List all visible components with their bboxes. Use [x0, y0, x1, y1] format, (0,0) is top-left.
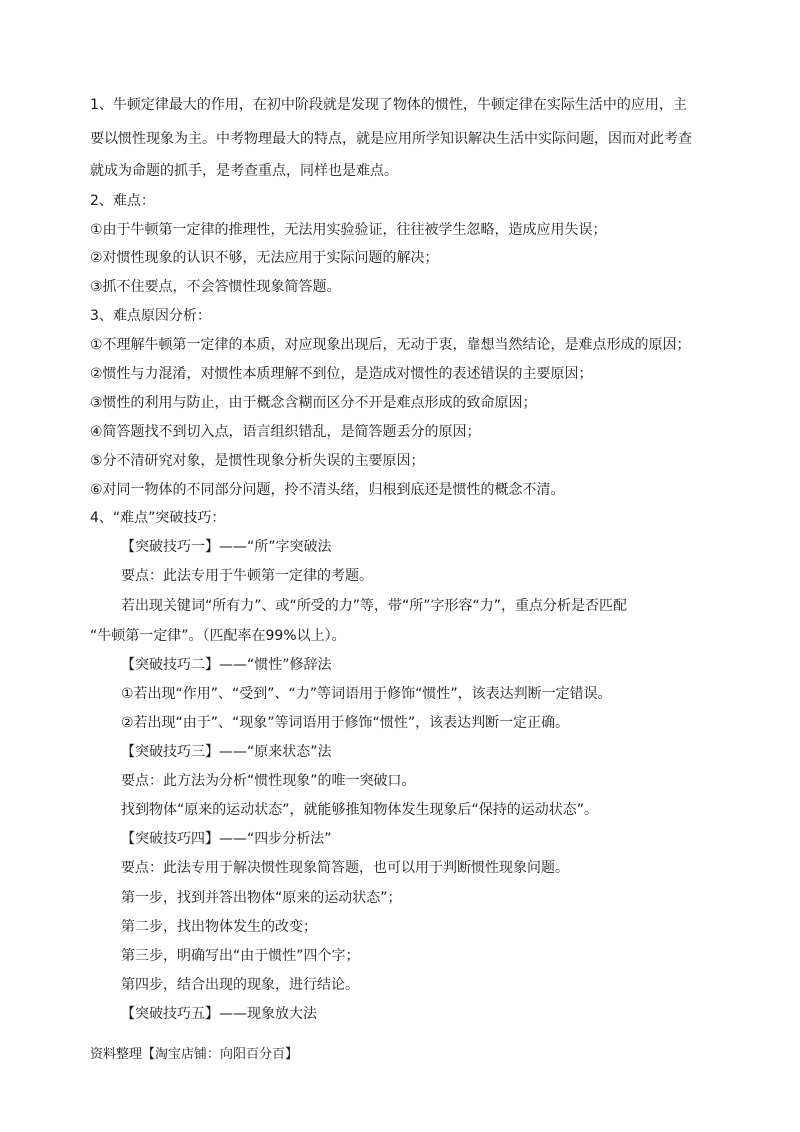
- tip3-detail: 找到物体“原来的运动状态”，就能够推知物体发生现象后“保持的运动状态”。: [121, 802, 599, 818]
- intro-paragraph-line-2: 要以惯性现象为主。中考物理最大的特点，就是应用所学知识解决生活中实际问题，因而对此考查: [90, 131, 692, 147]
- tip1-detail-line-2: “牛顿第一定律”。（匹配率在99%以上）。: [90, 628, 346, 644]
- tip2-title: 【突破技巧二】——“惯性”修辞法: [121, 657, 332, 673]
- intro-paragraph-line-1: 1、牛顿定律最大的作用，在初中阶段就是发现了物体的惯性，牛顿定律在实际生活中的应用，主: [90, 97, 687, 113]
- breakthrough-heading: 4、“难点”突破技巧：: [90, 510, 226, 526]
- difficulty-item-1: ①由于牛顿第一定律的推理性，无法用实验验证，往往被学生忽略，造成应用失误；: [90, 222, 607, 238]
- tip1-point: 要点：此法专用于牛顿第一定律的考题。: [121, 568, 373, 584]
- intro-paragraph-line-3: 就成为命题的抓手，是考查重点，同样也是难点。: [90, 163, 398, 179]
- cause-item-6: ⑥对同一物体的不同部分问题，拎不清头绪，归根到底还是惯性的概念不清。: [90, 482, 565, 498]
- tip1-detail-line-1: 若出现关键词“所有力”、或“所受的力”等，带“所”字形容“力”，重点分析是否匹配: [121, 598, 628, 614]
- cause-item-3: ③惯性的利用与防止，由于概念含糊而区分不开是难点形成的致命原因；: [90, 395, 537, 411]
- tip4-step-2: 第二步，找出物体发生的改变；: [121, 919, 317, 935]
- tip5-title: 【突破技巧五】——现象放大法: [121, 1006, 317, 1022]
- tip1-title: 【突破技巧一】——“所”字突破法: [121, 539, 332, 555]
- cause-item-2: ②惯性与力混淆，对惯性本质理解不到位，是造成对惯性的表述错误的主要原因；: [90, 366, 593, 382]
- tip4-point: 要点：此法专用于解决惯性现象简答题，也可以用于判断惯性现象问题。: [121, 860, 569, 876]
- page-footer: 资料整理【淘宝店铺：向阳百分百】: [90, 1047, 299, 1062]
- difficulty-heading: 2、难点：: [90, 193, 155, 209]
- cause-analysis-heading: 3、难点原因分析：: [90, 308, 211, 324]
- tip4-title: 【突破技巧四】——“四步分析法”: [121, 831, 332, 847]
- difficulty-item-2: ②对惯性现象的认识不够，无法应用于实际问题的解决；: [90, 250, 439, 266]
- cause-item-4: ④简答题找不到切入点，语言组织错乱，是简答题丢分的原因；: [90, 424, 481, 440]
- tip3-point: 要点：此方法为分析“惯性现象”的唯一突破口。: [121, 773, 416, 789]
- tip4-step-3: 第三步，明确写出“由于惯性”四个字；: [121, 948, 360, 964]
- tip2-item-2: ②若出现“由于”、“现象”等词语用于修饰“惯性”，该表达判断一定正确。: [121, 715, 570, 731]
- tip4-step-4: 第四步，结合出现的现象，进行结论。: [121, 977, 359, 993]
- tip4-step-1: 第一步，找到并答出物体“原来的运动状态”；: [121, 890, 402, 906]
- cause-item-5: ⑤分不清研究对象，是惯性现象分析失误的主要原因；: [90, 453, 425, 469]
- tip3-title: 【突破技巧三】——“原来状态”法: [121, 744, 332, 760]
- cause-item-1: ①不理解牛顿第一定律的本质，对应现象出现后，无动于衷，靠想当然结论，是难点形成的原因；: [90, 337, 691, 353]
- difficulty-item-3: ③抓不住要点，不会答惯性现象简答题。: [90, 279, 341, 295]
- tip2-item-1: ①若出现“作用”、“受到”、“力”等词语用于修饰“惯性”，该表达判断一定错误。: [121, 686, 612, 702]
